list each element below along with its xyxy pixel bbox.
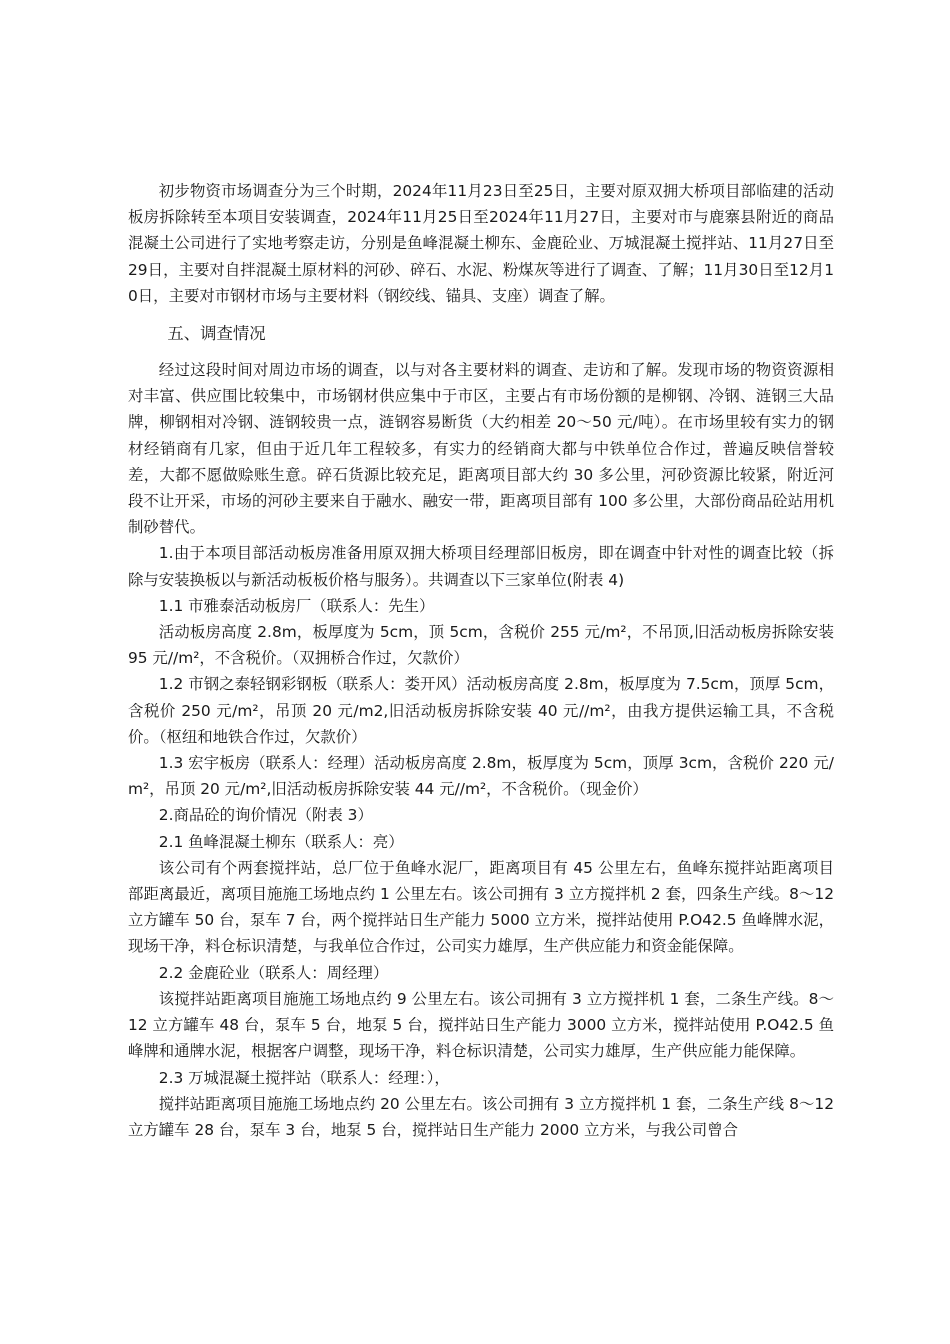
item-2-1-heading: 2.1 鱼峰混凝土柳东（联系人：亮） [158, 832, 404, 851]
item-1-1-paragraph: 活动板房高度 2.8m，板厚度为 5cm，顶 5cm，含税价 255 元/m²，不吊顶,旧活动板房拆除安装 95 元//m²，不含税价。（双拥桥合作过，欠款价） [128, 623, 834, 668]
survey-summary-paragraph: 经过这段时间对周边市场的调查，以与对各主要材料的调查、走访和了解。发现市场的物资资源相对丰富、供应围比较集中，市场钢材供应集中于市区，主要占有市场份额的是柳钢、冷钢、涟钢三大品牌，柳钢相对冷钢、涟钢较贵一点，涟钢容易断货（大约相差 20～50 元/吨）。在市场里较有实力的钢材经销商有几家，但由于近几年工程较多，有实力的经销商大都与中铁单位合作过，普遍反映信誉较差，大都不愿做赊账生意。碎石货源比较充足，距离项目部大约 30 多公里，河砂资源比较紧，附近河段不让开采，市场的河砂主要来自于融水、融安一带，距离项目部有 100 多公里，大部份商品砼站用机制砂替代。 [128, 361, 834, 537]
item-1-2-paragraph: 1.2 市钢之泰轻钢彩钢板（联系人：娄开风）活动板房高度 2.8m，板厚度为 7.5cm，顶厚 5cm，含税价 250 元/m²，吊顶 20 元/m2,旧活动板房拆除安装 40 元//m²，由我方提供运输工具，不含税价。（枢纽和地铁合作过，欠款价） [128, 675, 834, 746]
item-2-1-paragraph: 该公司有个两套搅拌站，总厂位于鱼峰水泥厂，距离项目有 45 公里左右，鱼峰东搅拌站距离项目部距离最近，离项目施施工场地点约 1 公里左右。该公司拥有 3 立方搅拌机 2 套，四条生产线。8～12 立方罐车 50 台，泵车 7 台，两个搅拌站日生产能力 5000 立方米，搅拌站使用 P.O42.5 鱼峰牌水泥，现场干净，料仓标识清楚，与我单位合作过，公司实力雄厚，生产供应能力和资金能保障。 [128, 858, 834, 956]
item-2-heading: 2.商品砼的询价情况（附表 3） [158, 806, 373, 825]
document-body [128, 178, 834, 1143]
intro-paragraph: 初步物资市场调查分为三个时期，2024年11月23日至25日，主要对原双拥大桥项目部临建的活动板房拆除转至本项目安装调查，2024年11月25日至2024年11月27日，主要对市与鹿寨县附近的商品混凝土公司进行了实地考察走访，分别是鱼峰混凝土柳东、金鹿砼业、万城混凝土搅拌站、11月27日至29日，主要对自拌混凝土原材料的河砂、碎石、水泥、粉煤灰等进行了调查、了解；11月30日至12月10日，主要对市钢材市场与主要材料（钢绞线、锚具、支座）调查了解。 [128, 182, 834, 305]
section-heading: 五、调查情况 [167, 324, 266, 344]
item-1-1-heading: 1.1 市雅泰活动板房厂（联系人：先生） [158, 596, 435, 615]
item-2-2-heading: 2.2 金鹿砼业（联系人：周经理） [158, 963, 389, 982]
item-1-3-paragraph: 1.3 宏宇板房（联系人：经理）活动板房高度 2.8m，板厚度为 5cm，顶厚 3cm，含税价 220 元/m²，吊顶 20 元/m²,旧活动板房拆除安装 44 元//m²，不含税价。（现金价） [128, 754, 834, 799]
item-2-2-paragraph: 该搅拌站距离项目施施工场地点约 9 公里左右。该公司拥有 3 立方搅拌机 1 套，二条生产线。8～12 立方罐车 48 台，泵车 5 台，地泵 5 台，搅拌站日生产能力 3000 立方米，搅拌站使用 P.O42.5 鱼峰牌和通牌水泥，根据客户调整，现场干净，料仓标识清楚，公司实力雄厚，生产供应能力能保障。 [128, 989, 834, 1061]
item-2-3-heading: 2.3 万城混凝土搅拌站（联系人：经理：）， [158, 1068, 450, 1087]
item-2-3-paragraph: 搅拌站距离项目施施工场地点约 20 公里左右。该公司拥有 3 立方搅拌机 1 套，二条生产线 8～12 立方罐车 28 台，泵车 3 台，地泵 5 台，搅拌站日生产能力 2000 立方米，与我公司曾合 [128, 1094, 834, 1139]
item-1-paragraph: 1.由于本项目部活动板房准备用原双拥大桥项目经理部旧板房，即在调查中针对性的调查比较（拆除与安装换板以与新活动板板价格与服务）。共调查以下三家单位(附表 4) [128, 544, 834, 589]
